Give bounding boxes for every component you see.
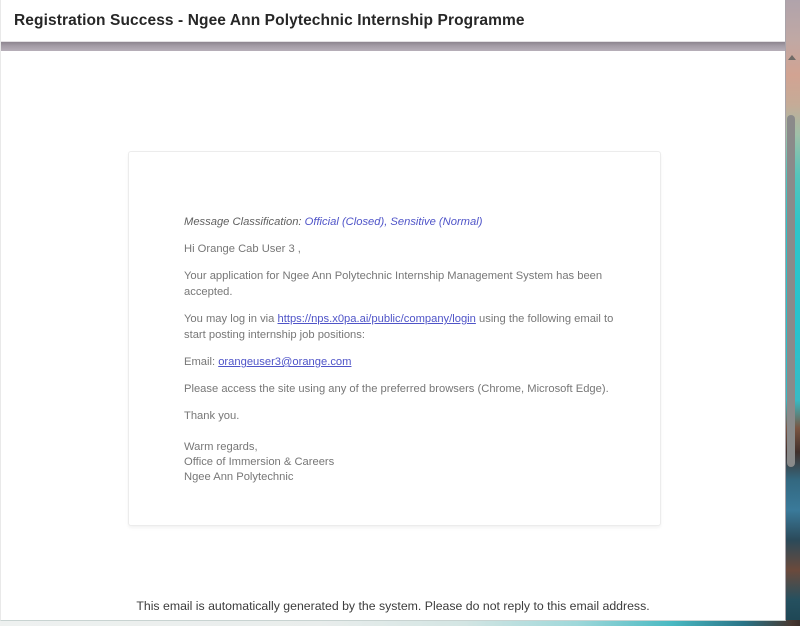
message-classification-line xyxy=(184,214,622,230)
login-url-link[interactable]: https://nps.x0pa.ai/public/company/login xyxy=(277,313,476,325)
email-card xyxy=(128,151,661,526)
thank-you-text: Thank you. xyxy=(184,410,240,422)
login-instructions xyxy=(184,311,622,343)
window-title: Registration Success - Ngee Ann Polytechnic Internship Programme xyxy=(14,11,525,29)
classification-label: Message Classification: xyxy=(184,216,305,228)
window-titlebar xyxy=(1,0,785,42)
login-prefix-text: You may log in via xyxy=(184,313,278,325)
titlebar-divider-band xyxy=(1,42,785,51)
scrollbar-up-arrow-icon[interactable] xyxy=(788,55,796,60)
signoff-org-text: Office of Immersion & Careers xyxy=(184,456,335,468)
signature-block xyxy=(184,440,622,485)
browser-note-text: Please access the site using any of the preferred browsers (Chrome, Microsoft Edge). xyxy=(184,383,609,395)
email-address-line xyxy=(184,354,622,370)
acceptance-text: Your application for Ngee Ann Polytechnic Internship Management System has been accepted. xyxy=(184,270,603,298)
login-suffix-text: using the following email to start posting internship job positions: xyxy=(184,313,614,341)
email-content-area xyxy=(1,51,785,620)
email-body xyxy=(129,152,660,485)
signoff-text: Warm regards, xyxy=(184,441,258,453)
footer-note: This email is automatically generated by the system. Please do not reply to this email address. xyxy=(136,599,650,613)
email-label-text: Email: xyxy=(184,356,219,368)
classification-value: Official (Closed), Sensitive (Normal) xyxy=(304,216,483,228)
greeting-text: Hi Orange Cab User 3 , xyxy=(184,243,301,255)
email-address-link[interactable]: orangeuser3@orange.com xyxy=(218,356,352,368)
signoff-school-text: Ngee Ann Polytechnic xyxy=(184,471,294,483)
scrollbar-thumb[interactable] xyxy=(787,115,795,467)
